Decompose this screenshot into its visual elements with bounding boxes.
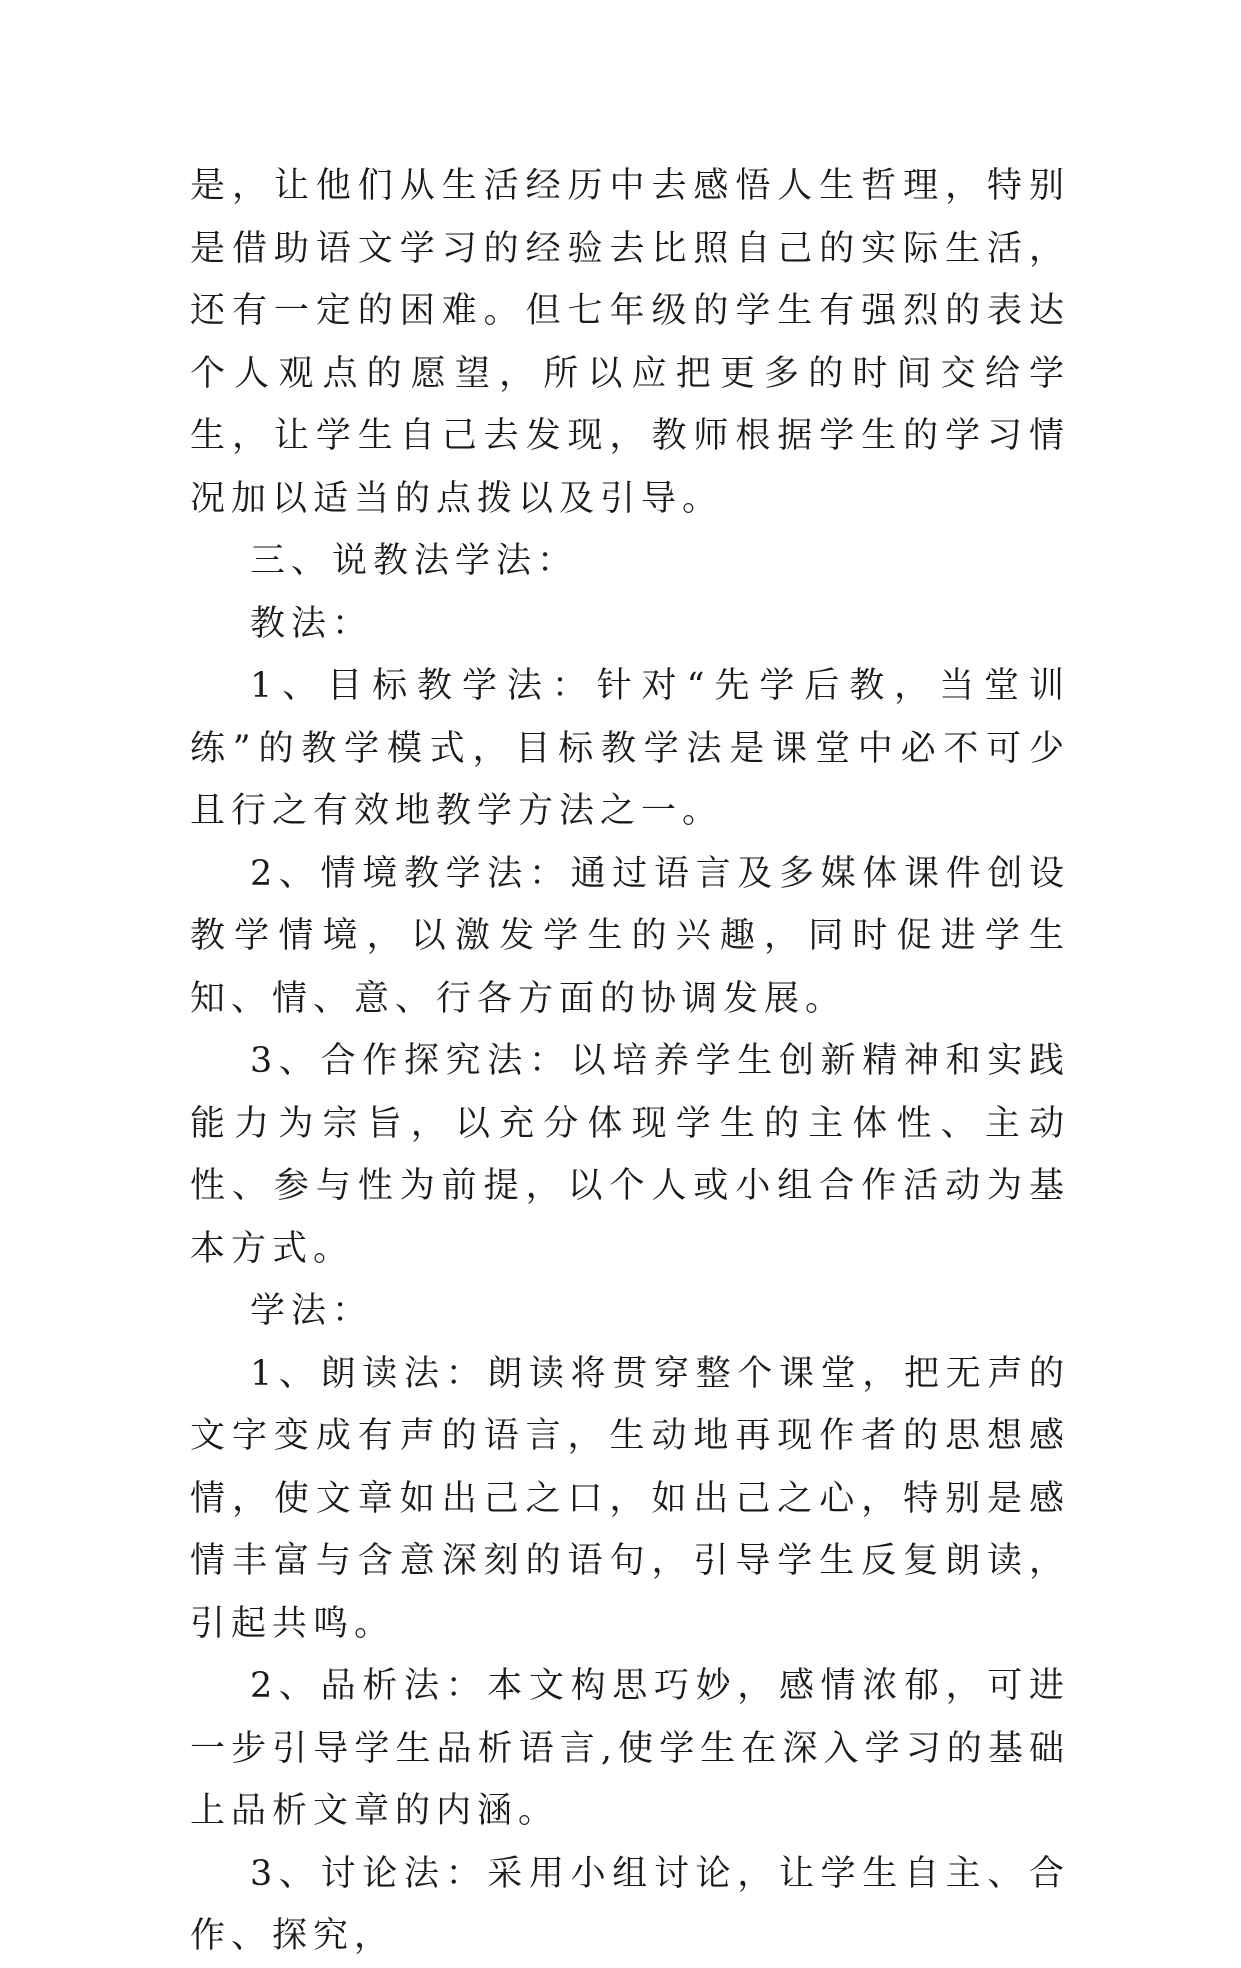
paragraph-target-teaching: 1、目标教学法：针对“先学后教，当堂训练”的教学模式，目标教学法是课堂中必不可少且行之有效地教学方法之一。	[190, 666, 1070, 831]
subheading-teaching-methods: 教法：	[250, 603, 374, 644]
paragraph-situational-teaching: 2、情境教学法：通过语言及多媒体课件创设教学情境，以激发学生的兴趣，同时促进学生知、情、意、行各方面的协调发展。	[190, 853, 1070, 1019]
section-heading-methods: 三、说教法学法：	[250, 541, 579, 581]
paragraph-cooperative-inquiry: 3、合作探究法：以培养学生创新精神和实践能力为宗旨，以充分体现学生的主体性、主动性、参与性为前提，以个人或小组合作活动为基本方式。	[190, 1041, 1070, 1269]
paragraph-reading-method: 1、朗读法：朗读将贯穿整个课堂，把无声的文字变成有声的语言，生动地再现作者的思想感情，使文章如出己之口，如出己之心，特别是感情丰富与含意深刻的语句，引导学生反复朗读，引起共鸣。	[190, 1353, 1070, 1644]
body-text	[190, 155, 1070, 1968]
paragraph-analysis-method: 2、品析法：本文构思巧妙，感情浓郁，可进一步引导学生品析语言,使学生在深入学习的基础上品析文章的内涵。	[190, 1666, 1070, 1831]
subheading-learning-methods: 学法：	[250, 1291, 374, 1331]
paragraph-continuation: 是，让他们从生活经历中去感悟人生哲理，特别是借助语文学习的经验去比照自己的实际生活，还有一定的困难。但七年级的学生有强烈的表达个人观点的愿望，所以应把更多的时间交给学生，让学生自己去发现，教师根据学生的学习情况加以适当的点拨以及引导。	[190, 166, 1070, 519]
paragraph-discussion-method: 3、讨论法：采用小组讨论，让学生自主、合作、探究，	[190, 1853, 1070, 1956]
